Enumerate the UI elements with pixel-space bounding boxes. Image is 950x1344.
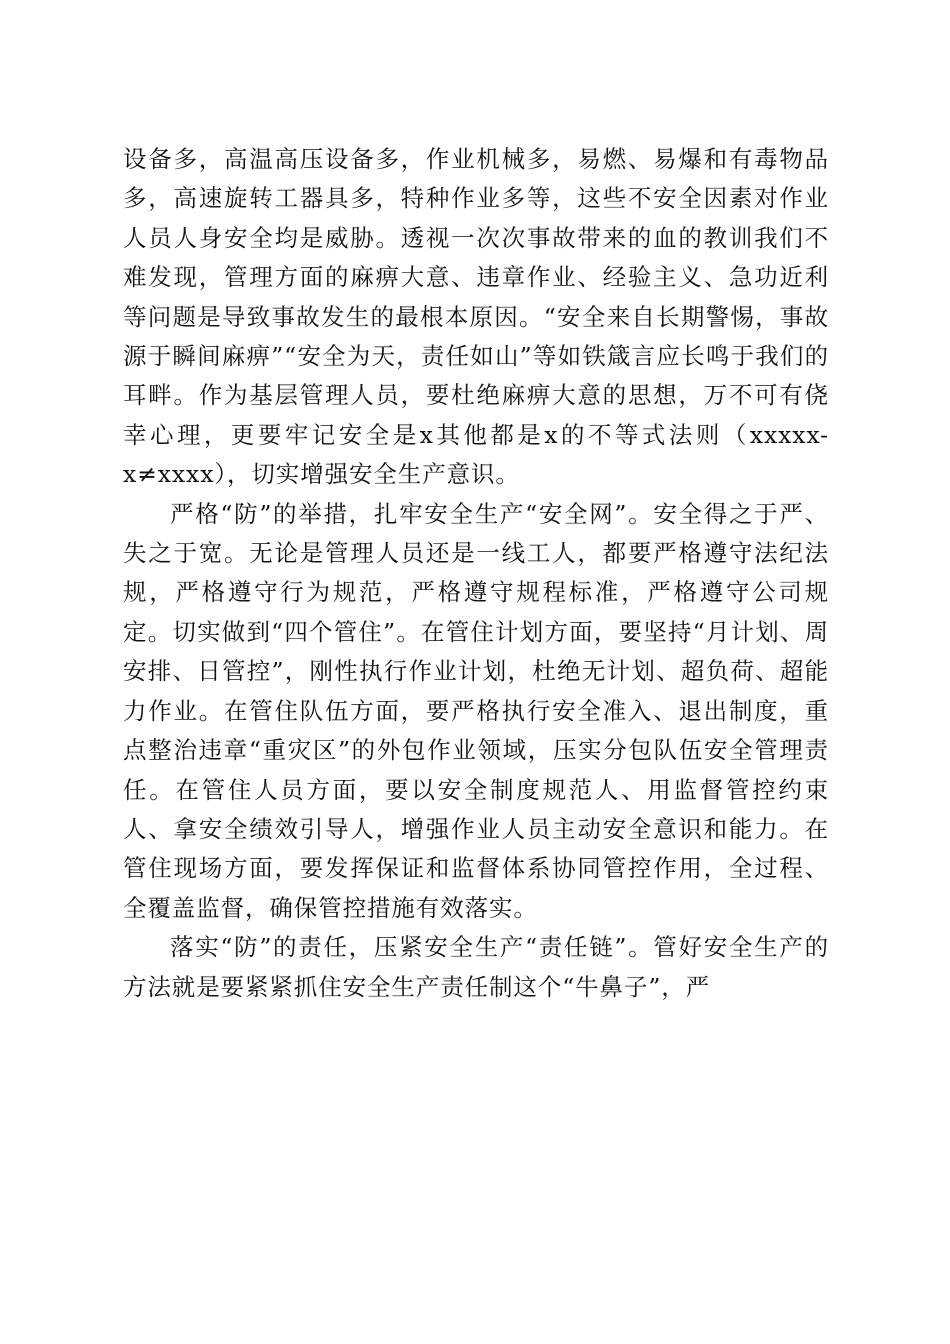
document-body bbox=[123, 140, 829, 1007]
paragraph-prevention-measures: 严格“防”的举措，扎牢安全生产“安全网”。安全得之于严、失之于宽。无论是管理人员还是一线工人，都要严格遵守法纪法规，严格遵守行为规范，严格遵守规程标准，严格遵守公司规定。切实做到“四个管住”。在管住计划方面，要坚持“月计划、周安排、日管控”，刚性执行作业计划，杜绝无计划、超负荷、超能力作业。在管住队伍方面，要严格执行安全准入、退出制度，重点整治违章“重灾区”的外包作业领域，压实分包队伍安全管理责任。在管住人员方面，要以安全制度规范人、用监督管控约束人、拿安全绩效引导人，增强作业人员主动安全意识和能力。在管住现场方面，要发挥保证和监督体系协同管控作用，全过程、全覆盖监督，确保管控措施有效落实。 bbox=[123, 499, 829, 922]
paragraph-safety-awareness: 设备多，高温高压设备多，作业机械多，易燃、易爆和有毒物品多，高速旋转工器具多，特种作业多等，这些不安全因素对作业人员人身安全均是威胁。透视一次次事故带来的血的教训我们不难发现，管理方面的麻痹大意、违章作业、经验主义、急功近利等问题是导致事故发生的最根本原因。“安全来自长期警惕，事故源于瞬间麻痹”“安全为天，责任如山”等如铁箴言应长鸣于我们的耳畔。作为基层管理人员，要杜绝麻痹大意的思想，万不可有侥幸心理，更要牢记安全是x其他都是x的不等式法则（xxxxx-x≠xxxx），切实增强安全生产意识。 bbox=[123, 145, 829, 489]
paragraph-prevention-responsibility: 落实“防”的责任，压紧安全生产“责任链”。管好安全生产的方法就是要紧紧抓住安全生产责任制这个“牛鼻子”，严 bbox=[123, 933, 829, 1001]
